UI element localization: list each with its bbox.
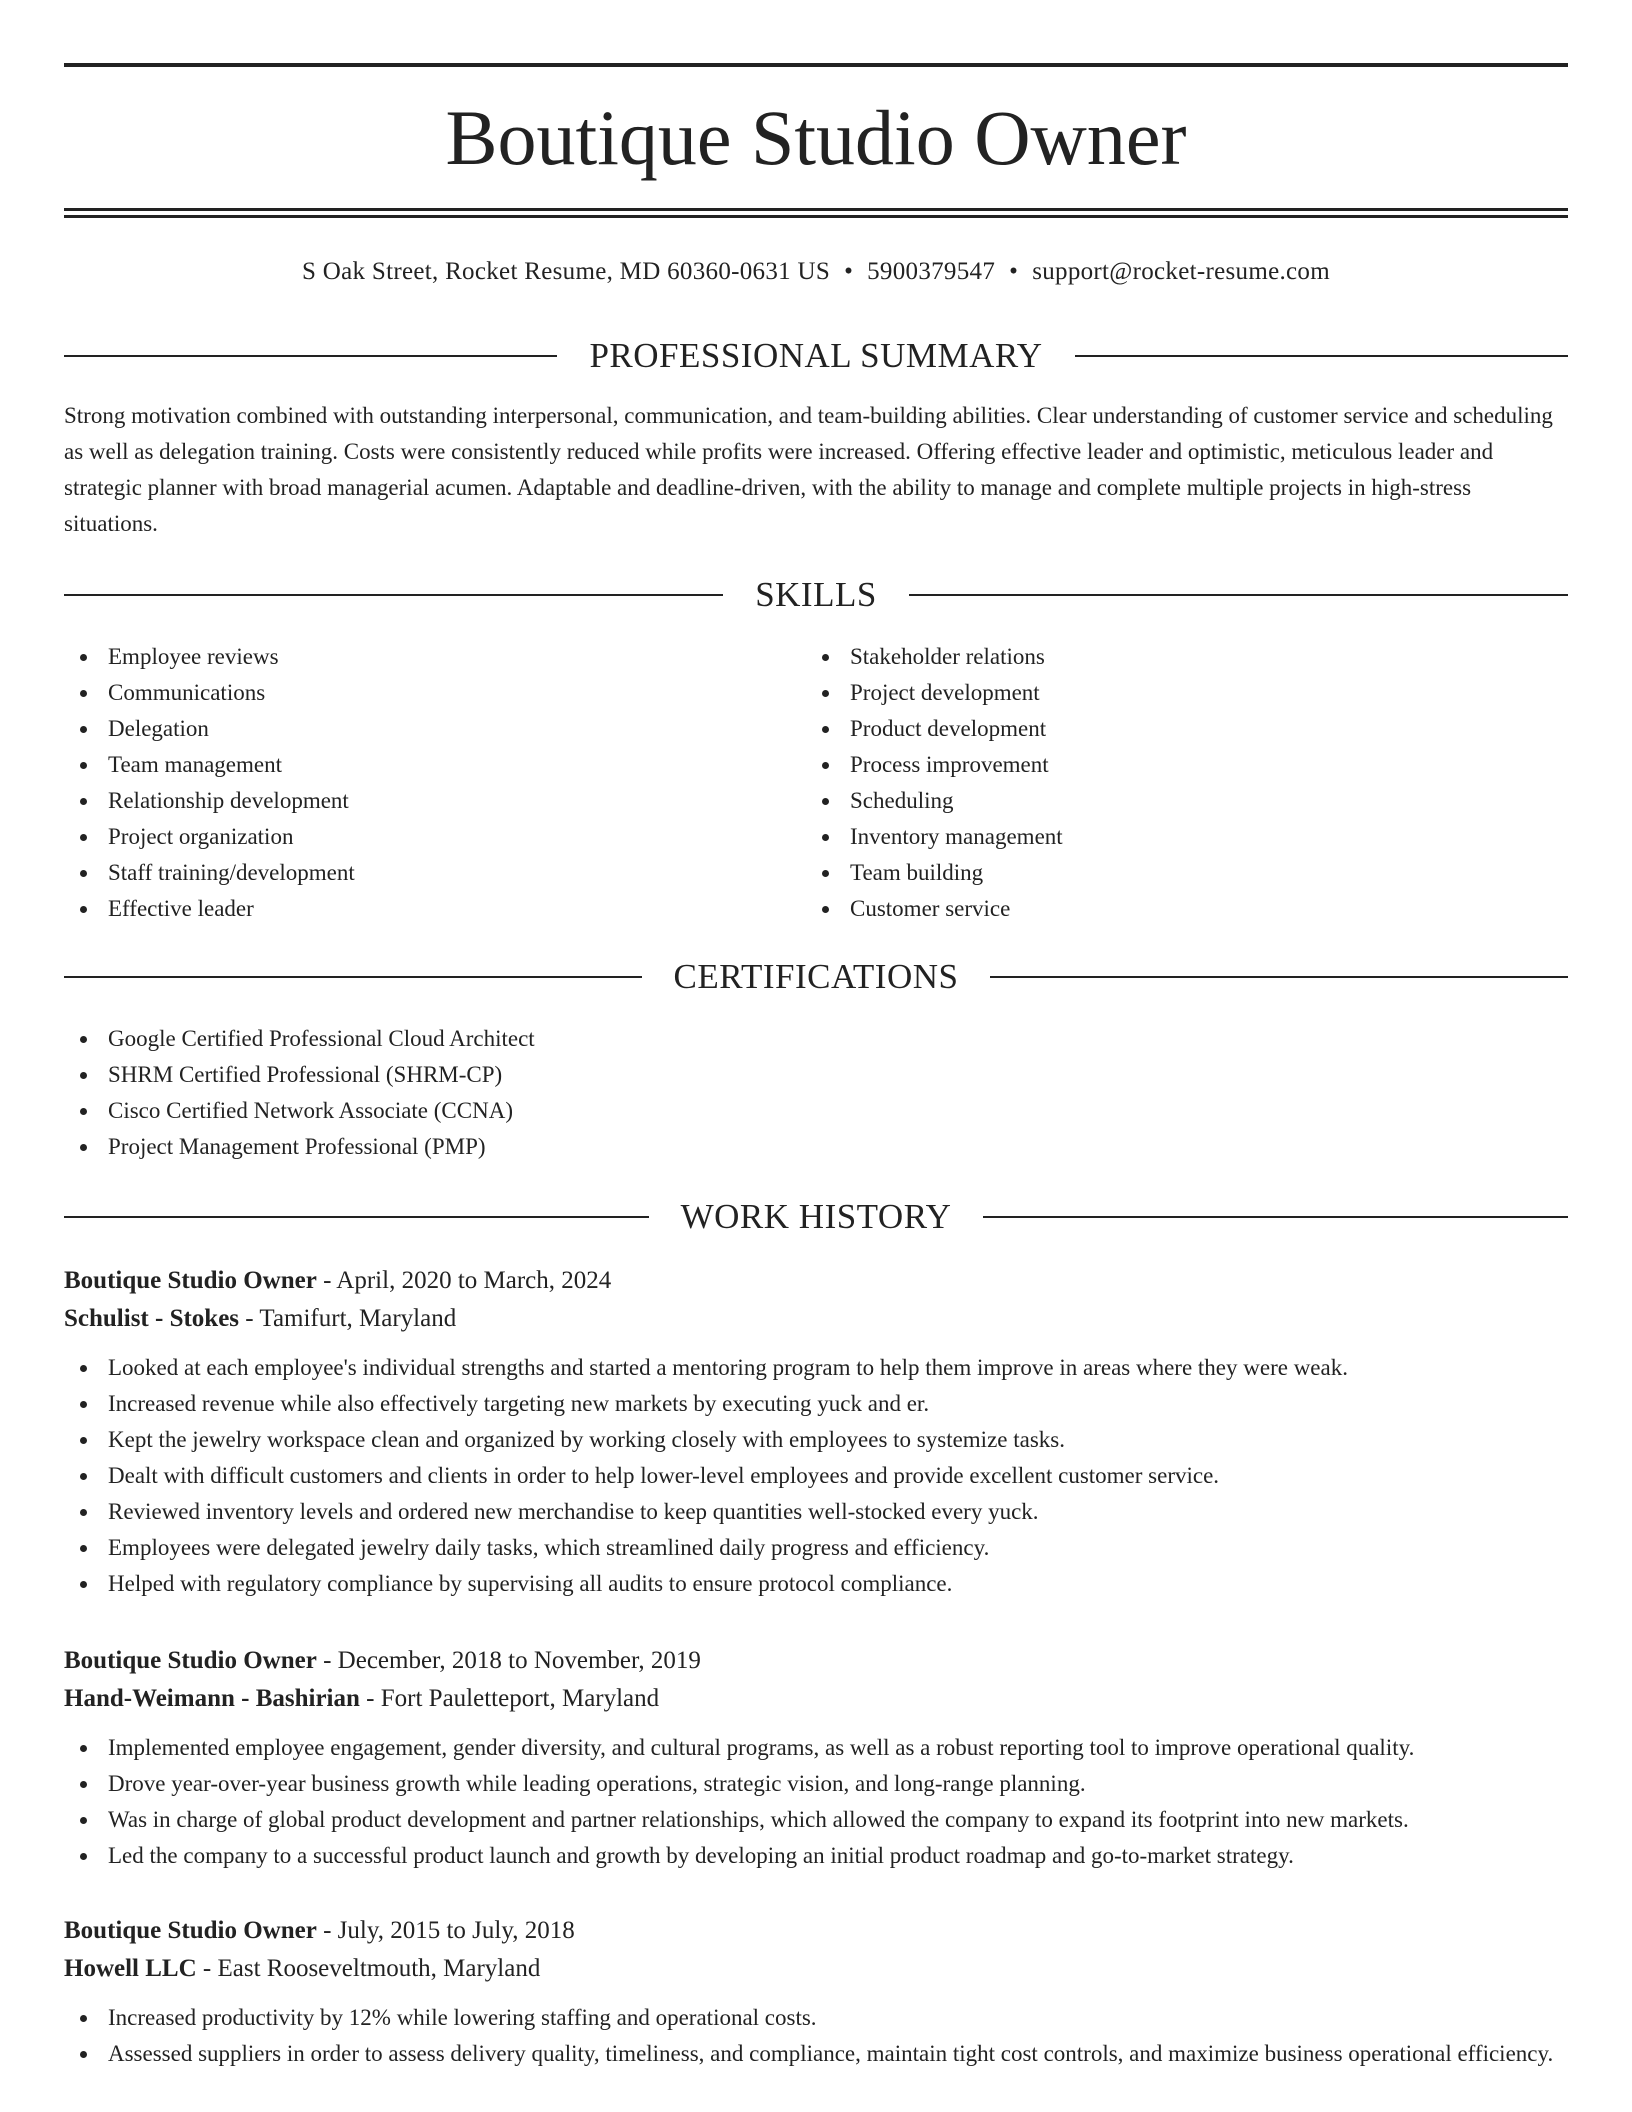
divider — [64, 355, 557, 357]
section-title: WORK HISTORY — [680, 1197, 952, 1236]
job-entry — [64, 1912, 1568, 2072]
list-item: Assessed suppliers in order to assess delivery quality, timeliness, and compliance, maintain tight cost controls, and maximize business operational efficiency. — [64, 2036, 1568, 2072]
candidate-name: Boutique Studio Owner — [445, 94, 1187, 181]
job-title: Boutique Studio Owner — [64, 1267, 317, 1294]
list-item: Project organization — [64, 819, 764, 855]
email[interactable]: support@rocket-resume.com — [1032, 258, 1330, 285]
list-item: Project Management Professional (PMP) — [64, 1129, 1568, 1165]
list-item: Was in charge of global product development and partner relationships, which allowed the company to expand its footprint into new markets. — [64, 1802, 1568, 1838]
list-item: Cisco Certified Network Associate (CCNA) — [64, 1093, 1568, 1129]
divider — [64, 594, 723, 596]
list-item: Google Certified Professional Cloud Architect — [64, 1021, 1568, 1057]
section-title: PROFESSIONAL SUMMARY — [589, 336, 1043, 375]
divider — [64, 976, 642, 978]
certifications-heading — [64, 955, 1568, 999]
contact-line — [64, 252, 1568, 292]
skills-list-right — [806, 639, 1506, 927]
skills-list-left — [64, 639, 764, 927]
job-bullets — [64, 2000, 1568, 2072]
address: S Oak Street, Rocket Resume, MD 60360-0631 US — [302, 258, 831, 285]
header-bottom-rule — [64, 208, 1568, 218]
list-item: Employee reviews — [64, 639, 764, 675]
divider — [64, 1216, 649, 1218]
job-bullets — [64, 1350, 1568, 1602]
list-item: Process improvement — [806, 747, 1506, 783]
contact-separator: • — [1009, 258, 1019, 285]
job-company-line: Hand-Weimann - Bashirian - Fort Pauletteport, Maryland — [64, 1685, 660, 1712]
list-item: Dealt with difficult customers and clients in order to help lower-level employees and provide excellent customer service. — [64, 1458, 1568, 1494]
list-item: Team building — [806, 855, 1506, 891]
job-location: Fort Pauletteport, Maryland — [380, 1685, 660, 1712]
list-item: Reviewed inventory levels and ordered new merchandise to keep quantities well-stocked every yuck. — [64, 1494, 1568, 1530]
divider — [983, 1216, 1568, 1218]
contact-separator: • — [844, 258, 854, 285]
job-title-line: Boutique Studio Owner - December, 2018 to November, 2019 — [64, 1647, 701, 1674]
list-item: Customer service — [806, 891, 1506, 927]
header-top-rule — [64, 63, 1568, 67]
list-item: Effective leader — [64, 891, 764, 927]
list-item: Project development — [806, 675, 1506, 711]
list-item: SHRM Certified Professional (SHRM-CP) — [64, 1057, 1568, 1093]
job-entry — [64, 1642, 1568, 1874]
company-name: Schulist - Stokes — [64, 1305, 240, 1332]
list-item: Product development — [806, 711, 1506, 747]
section-title: CERTIFICATIONS — [673, 957, 959, 996]
certifications-list — [64, 1021, 1568, 1165]
list-item: Team management — [64, 747, 764, 783]
list-item: Helped with regulatory compliance by supervising all audits to ensure protocol compliance. — [64, 1566, 1568, 1602]
list-item: Stakeholder relations — [806, 639, 1506, 675]
skills-heading — [64, 573, 1568, 617]
job-entry — [64, 1262, 1568, 1602]
divider — [990, 976, 1568, 978]
job-company-line: Howell LLC - East Rooseveltmouth, Maryland — [64, 1955, 541, 1982]
list-item: Led the company to a successful product launch and growth by developing an initial product roadmap and go-to-market strategy. — [64, 1838, 1568, 1874]
job-bullets — [64, 1730, 1568, 1874]
list-item: Employees were delegated jewelry daily tasks, which streamlined daily progress and efficiency. — [64, 1530, 1568, 1566]
list-item: Relationship development — [64, 783, 764, 819]
job-dates: December, 2018 to November, 2019 — [337, 1647, 701, 1674]
job-title-line: Boutique Studio Owner - July, 2015 to July, 2018 — [64, 1917, 575, 1944]
list-item: Implemented employee engagement, gender diversity, and cultural programs, as well as a robust reporting tool to improve operational quality. — [64, 1730, 1568, 1766]
phone[interactable]: 5900379547 — [867, 258, 996, 285]
company-name: Hand-Weimann - Bashirian — [64, 1685, 360, 1712]
list-item: Communications — [64, 675, 764, 711]
summary-heading — [64, 334, 1568, 378]
job-title-line: Boutique Studio Owner - April, 2020 to March, 2024 — [64, 1267, 612, 1294]
list-item: Looked at each employee's individual strengths and started a mentoring program to help them improve in areas where they were weak. — [64, 1350, 1568, 1386]
section-title: SKILLS — [755, 575, 877, 614]
job-company-line: Schulist - Stokes - Tamifurt, Maryland — [64, 1305, 457, 1332]
company-name: Howell LLC — [64, 1955, 197, 1982]
list-item: Scheduling — [806, 783, 1506, 819]
list-item: Kept the jewelry workspace clean and organized by working closely with employees to systemize tasks. — [64, 1422, 1568, 1458]
summary-text: Strong motivation combined with outstanding interpersonal, communication, and team-building abilities. Clear understanding of customer service and scheduling as well as delegation training. Costs were consistently reduced while profits were increased. Offering effective leader and optimistic, meticulous leader and strategic planner with broad managerial acumen. Adaptable and deadline-driven, with the ability to manage and complete multiple projects in high-stress situations. — [64, 403, 1553, 536]
list-item: Drove year-over-year business growth while leading operations, strategic vision, and long-range planning. — [64, 1766, 1568, 1802]
list-item: Delegation — [64, 711, 764, 747]
job-location: Tamifurt, Maryland — [259, 1305, 457, 1332]
divider — [1075, 355, 1568, 357]
work-history-heading — [64, 1195, 1568, 1239]
list-item: Increased productivity by 12% while lowering staffing and operational costs. — [64, 2000, 1568, 2036]
list-item: Increased revenue while also effectively targeting new markets by executing yuck and er. — [64, 1386, 1568, 1422]
list-item: Inventory management — [806, 819, 1506, 855]
divider — [909, 594, 1568, 596]
job-title: Boutique Studio Owner — [64, 1647, 317, 1674]
job-title: Boutique Studio Owner — [64, 1917, 317, 1944]
job-dates: April, 2020 to March, 2024 — [336, 1267, 612, 1294]
job-location: East Rooseveltmouth, Maryland — [217, 1955, 541, 1982]
job-dates: July, 2015 to July, 2018 — [337, 1917, 575, 1944]
list-item: Staff training/development — [64, 855, 764, 891]
